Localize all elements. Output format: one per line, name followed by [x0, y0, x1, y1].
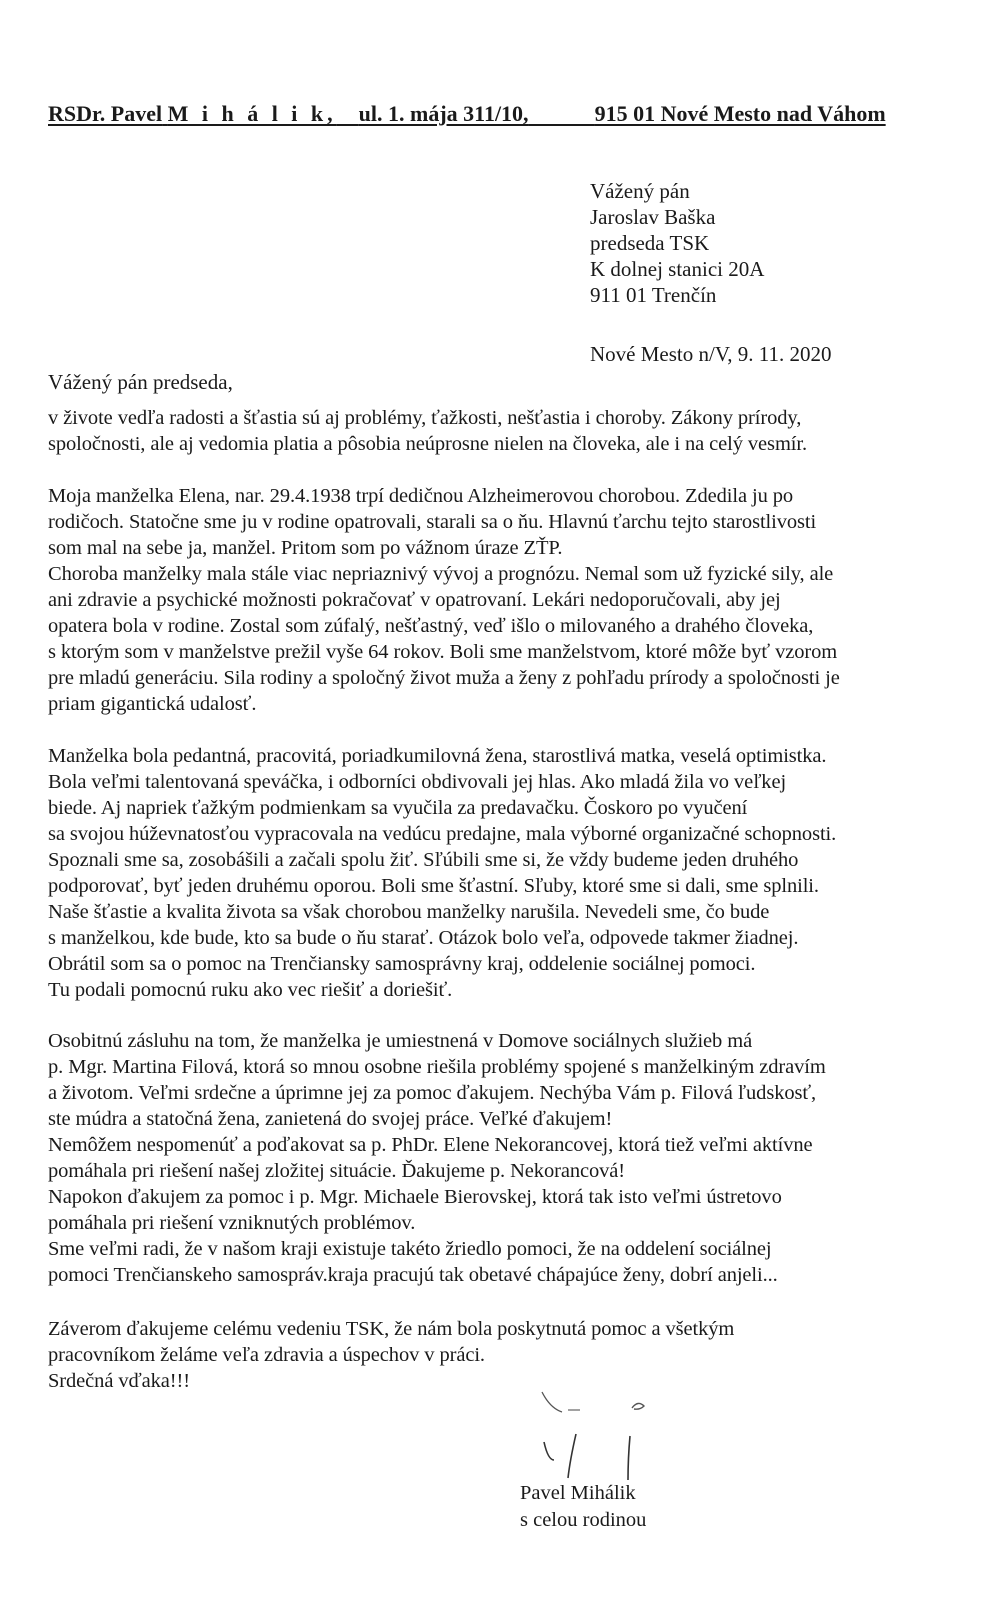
recipient-line: 911 01 Trenčín	[590, 283, 717, 307]
body-line: a životom. Veľmi srdečne a úprimne jej za pomoc ďakujem. Nechýba Vám p. Filová ľudskosť,	[48, 1082, 817, 1104]
body-line: Moja manželka Elena, nar. 29.4.1938 trpí dedičnou Alzheimerovou chorobou. Zdedila ju po	[48, 485, 794, 507]
body-line: sa svojou húževnatosťou vypracovala na vedúcu predajne, mala výborné organizačné schopnosti.	[48, 823, 837, 845]
body-line: p. Mgr. Martina Filová, ktorá so mnou osobne riešila problémy spojené s manželkiným zdravím	[48, 1056, 826, 1078]
sender-city: 915 01 Nové Mesto nad Váhom	[594, 101, 886, 126]
body-line: biede. Aj napriek ťažkým podmienkam sa vyučila za predavačku. Čoskoro po vyučení	[48, 797, 748, 819]
signoff-name: Pavel Mihálik	[520, 1482, 636, 1504]
body-line: som mal na sebe ja, manžel. Pritom som po vážnom úraze ZŤP.	[48, 537, 563, 559]
recipient-line: Jaroslav Baška	[590, 205, 716, 229]
body-line: pomáhala pri riešení vzniknutých problémov.	[48, 1212, 416, 1234]
body-line: opatera bola v rodine. Zostal som zúfalý, nešťastný, veď išlo o milovaného a drahého človeka,	[48, 615, 814, 637]
body-line: spoločnosti, ale aj vedomia platia a pôsobia neúprosne nielen na človeka, ale i na celý vesmír.	[48, 433, 808, 455]
signoff	[520, 1480, 646, 1534]
body-line: Záverom ďakujeme celému vedeniu TSK, že nám bola poskytnutá pomoc a všetkým	[48, 1318, 735, 1340]
body-line: Bola veľmi talentovaná speváčka, i odborníci obdivovali jej hlas. Ako mladá žila vo veľkej	[48, 771, 787, 793]
recipient-line: Vážený pán	[590, 179, 690, 203]
sender-street: ul. 1. mája 311/10,	[358, 101, 529, 126]
body-line: ani zdravie a psychické možnosti pokračovať v opatrovaní. Lekári nedoporučovali, aby jej	[48, 589, 781, 611]
body-line: s manželkou, kde bude, kto sa bude o ňu starať. Otázok bolo veľa, odpovede takmer žiadnej.	[48, 927, 799, 949]
sender-name: RSDr. Pavel	[48, 101, 163, 126]
body-line: priam gigantická udalosť.	[48, 693, 257, 715]
body-line: Choroba manželky mala stále viac nepriaznivý vývoj a prognózu. Nemal som už fyzické sily, ale	[48, 563, 834, 585]
body-line: pracovníkom želáme veľa zdravia a úspechov v práci.	[48, 1344, 485, 1366]
recipient-line: K dolnej stanici 20A	[590, 257, 765, 281]
body-line: Sme veľmi radi, že v našom kraji existuje takéto žriedlo pomoci, že na oddelení sociálnej	[48, 1238, 772, 1260]
body-line: Manželka bola pedantná, pracovitá, poriadkumilovná žena, starostlivá matka, veselá optimistka.	[48, 745, 827, 767]
signoff-family: s celou rodinou	[520, 1509, 647, 1531]
body-line: v živote vedľa radosti a šťastia sú aj problémy, ťažkosti, nešťastia i choroby. Zákony prírody,	[48, 407, 802, 429]
salutation: Vážený pán predseda,	[48, 370, 233, 394]
recipient-address	[590, 178, 764, 308]
body-line: ste múdra a statočná žena, zanietená do svojej práce. Veľké ďakujem!	[48, 1108, 613, 1130]
body-line: Napokon ďakujem za pomoc i p. Mgr. Michaele Bierovskej, ktorá tak isto veľmi ústretovo	[48, 1186, 782, 1208]
body-line: Obrátil som sa o pomoc na Trenčiansky samosprávny kraj, oddelenie sociálnej pomoci.	[48, 953, 756, 975]
body-line: Srdečná vďaka!!!	[48, 1370, 190, 1392]
body-line: rodičoch. Statočne sme ju v rodine opatrovali, starali sa o ňu. Hlavnú ťarchu tejto starostlivosti	[48, 511, 817, 533]
recipient-line: predseda TSK	[590, 231, 710, 255]
body-line: Tu podali pomocnú ruku ako vec riešiť a doriešiť.	[48, 979, 453, 1001]
body-line: Naše šťastie a kvalita života sa však chorobou manželky narušila. Nevedeli sme, čo bude	[48, 901, 770, 923]
handwritten-signature	[540, 1390, 690, 1480]
sender-surname: M i h á l i k,	[167, 101, 337, 126]
body-line: s ktorým som v manželstve prežil vyše 64 rokov. Boli sme manželstvom, ktoré môže byť vzorom	[48, 641, 838, 663]
body-line: pomáhala pri riešení našej zložitej situácie. Ďakujeme p. Nekorancová!	[48, 1160, 626, 1182]
place-date: Nové Mesto n/V, 9. 11. 2020	[590, 342, 832, 366]
letterhead	[48, 101, 886, 127]
body-line: pomoci Trenčianskeho samospráv.kraja pracujú tak obetavé chápajúce ženy, dobrí anjeli...	[48, 1264, 778, 1286]
body-line: podporovať, byť jeden druhému oporou. Boli sme šťastní. Sľuby, ktoré sme si dali, sme splnili.	[48, 875, 819, 897]
body-line: pre mladú generáciu. Sila rodiny a spoločný život muža a ženy z pohľadu prírody a spoločnosti je	[48, 667, 840, 689]
body-line: Spoznali sme sa, zosobášili a začali spolu žiť. Sľúbili sme si, že vždy budeme jeden druhého	[48, 849, 799, 871]
body-line: Osobitnú zásluhu na tom, že manželka je umiestnená v Domove sociálnych služieb má	[48, 1030, 753, 1052]
body-line: Nemôžem nespomenúť a poďakovat sa p. PhDr. Elene Nekorancovej, ktorá tiež veľmi aktívne	[48, 1134, 813, 1156]
